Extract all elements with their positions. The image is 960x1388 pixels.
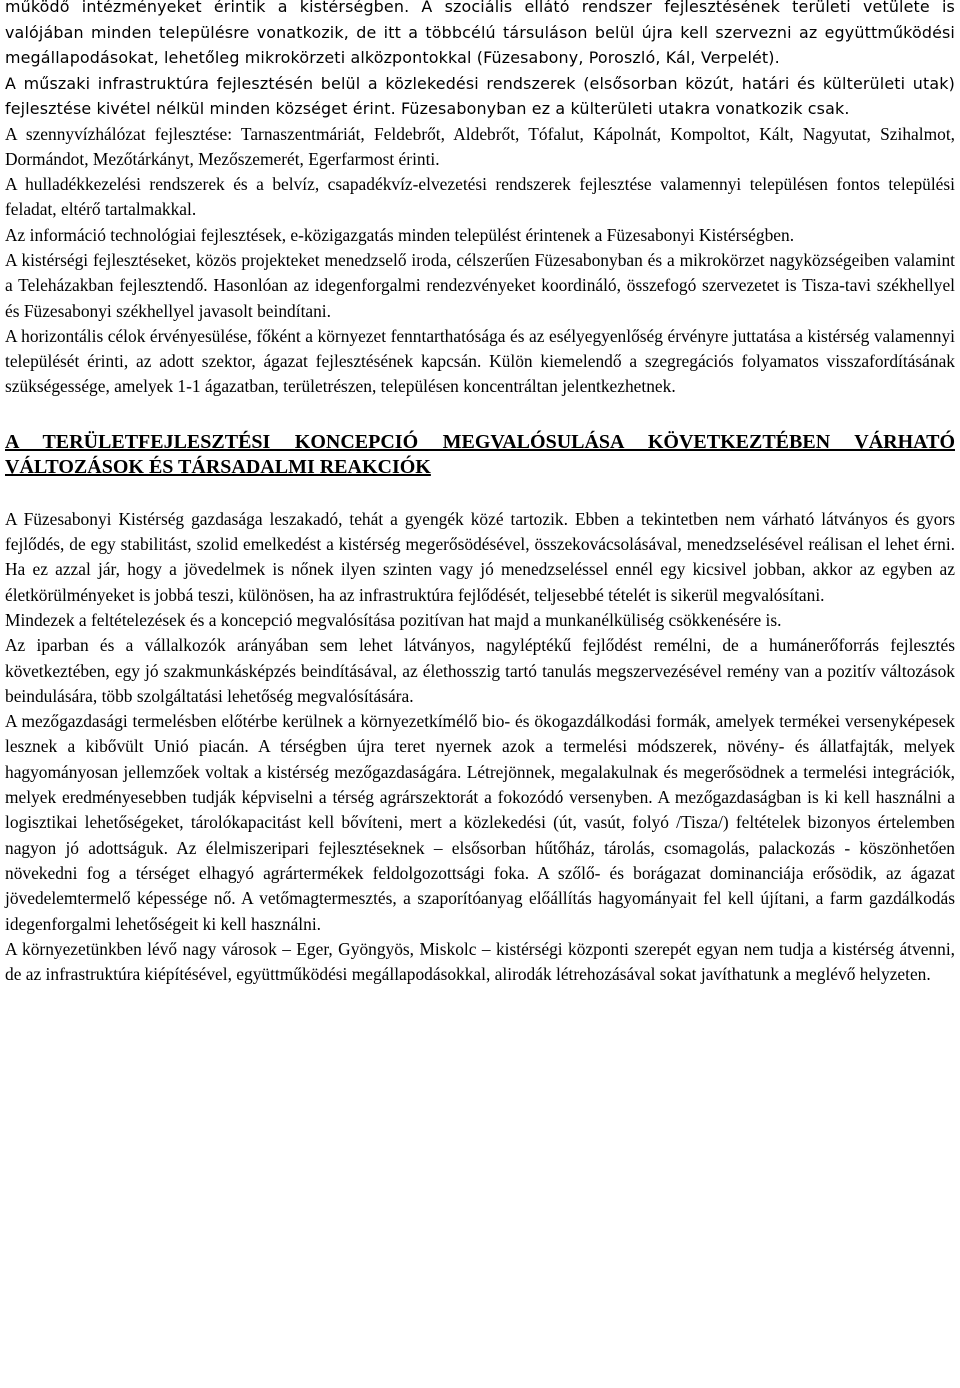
paragraph-technical-infrastructure: A műszaki infrastruktúra fejlesztésén belül a közlekedési rendszerek (elsősorban közút, határi és külterületi utak) fejlesztése kivétel nélkül minden községet érint. Füzesabonyban ez a külterületi utakra vonatkozik csak. [5, 73, 955, 118]
paragraph-social-care: működő intézményeket érintik a kistérségben. A szociális ellátó rendszer fejlesztésének területi vetülete is valójában minden településre vonatkozik, de itt a többcélú társuláson belül újra kell szervezni az együttműködési megállapodásokat, lehetőleg mikrokörzeti alközpontokkal (Füzesabony, Poroszló, Kál, Verpelét). [5, 0, 955, 67]
paragraph-regional-office: A kistérségi fejlesztéseket, közös projekteket menedzselő iroda, célszerűen Füzesabonyban és a mikrokörzet nagyközségeiben valamint a Teleházakban fejlesztendő. Hasonlóan az idegenforgalmi rendezvényeket koordináló, összefogó szervezetet is Tisza-tavi székhellyel és Füzesabonyi székhellyel javasolt beindítani. [5, 249, 955, 321]
paragraph-sewage-network: A szennyvízhálózat fejlesztése: Tarnaszentmáriát, Feldebrőt, Aldebrőt, Tófalut, Kápolnát, Kompoltot, Kált, Nagyutat, Szihalmot, Dormándot, Mezőtárkányt, Mezőszemerét, Egerfarmost érinti. [5, 123, 955, 169]
paragraph-unemployment: Mindezek a feltételezések és a koncepció megvalósítása pozitívan hat majd a munkanélküliség csökkenésére is. [5, 609, 782, 630]
paragraph-waste-management: A hulladékkezelési rendszerek és a belvíz, csapadékvíz-elvezetési rendszerek fejlesztése valamennyi településen fontos települési feladat, eltérő tartalmakkal. [5, 174, 955, 220]
section-heading: A TERÜLETFEJLESZTÉSI KONCEPCIÓ MEGVALÓSULÁSA KÖVETKEZTÉBEN VÁRHATÓ VÁLTOZÁSOK ÉS TÁRSADALMI REAKCIÓK [5, 430, 955, 478]
paragraph-horizontal-goals: A horizontális célok érvényesülése, főként a környezet fenntarthatósága és az esélyegyenlőség érvényre juttatása a kistérség valamennyi települését érinti, az adott szektor, ágazat fejlesztésének kapcsán. Külön kiemelendő a szegregációs folyamatos visszafordításának szükségessége, amelyek 1-1 ágazatban, területrészen, településen koncentráltan jelentkezhetnek. [5, 325, 955, 397]
paragraph-agriculture: A mezőgazdasági termelésben előtérbe kerülnek a környezetkímélő bio- és ökogazdálkodási formák, amelyek termékei versenyképesek lesznek a kibővült Unió piacán. A térségben újra teret nyernek azok a termelési módszerek, növény- és állatfajták, melyek hagyományosan jellemzőek voltak a kistérség mezőgazdaságára. Létrejönnek, megalakulnak és megerősödnek a termelési integrációk, melyek eredményesebben tudják képviselni a térség agrárszektorát a fokozódó versenyben. A mezőgazdaságban is ki kell használni a logisztikai lehetőségeket, tárolókapacitást kell bővíteni, mert a közlekedési (út, vasút, folyó /Tisza/) feltételek bizonyos értelemben nagyon jó adottságuk. Az élelmiszeripari fejlesztéseknek – elsősorban hűtőház, tárolás, csomagolás, palackozás - köszönhetően növekedni fog a térséget elhagyó agrártermékek feldolgozottsági foka. A szőlő- és borágazat dominanciája erősödik, az ágazat jövedelemtermelő képessége nő. A vetőmagtermesztés, a szaporítóanyag előállítás hagyományait fel kell újítani, a farm gazdálkodás idegenforgalmi lehetőségeit ki kell használni. [5, 711, 955, 934]
paragraph-information-technology: Az információ technológiai fejlesztések, e-közigazgatás minden települést érintenek a Füzesabonyi Kistérségben. [5, 224, 795, 245]
paragraph-economy: A Füzesabonyi Kistérség gazdasága leszakadó, tehát a gyengék közé tartozik. Ebben a tekintetben nem várható látványos és gyors fejlődés, de egy stabilitást, szolid emelkedést a kistérség megerősödésével, összekovácsolásával, menedzselésével reálisan el lehet érni. Ha ez azzal jár, hogy a jövedelmek is nőnek ilyen szinten vagy jó menedzseléssel ennél egy kicsivel jobban, akkor az egyben az életkörülményeket is jobbá teszi, különösen, ha az infrastruktúra fejlődését, teljesebbé tételét is sikerül megvalósítani. [5, 508, 955, 605]
paragraph-nearby-cities: A környezetünkben lévő nagy városok – Eger, Gyöngyös, Miskolc – kistérségi központi szerepét egyan nem tudja a kistérség átvenni, de az infrastruktúra kiépítésével, együttműködési megállapodásokkal, alirodák létrehozásával sokat javíthatunk a meglévő helyzeten. [5, 938, 955, 985]
section-before-heading [5, 0, 955, 122]
paragraph-industry: Az iparban és a vállalkozók arányában sem lehet látványos, nagyléptékű fejlődést remélni, de a humánerőforrás fejlesztés következtében, egy jó szakmunkásképzés beindításával, az élethosszig tartó tanulás megszervezésével remény van a pozitív változások beindulására, több szolgáltatási lehetőség megvalósítására. [5, 635, 955, 706]
